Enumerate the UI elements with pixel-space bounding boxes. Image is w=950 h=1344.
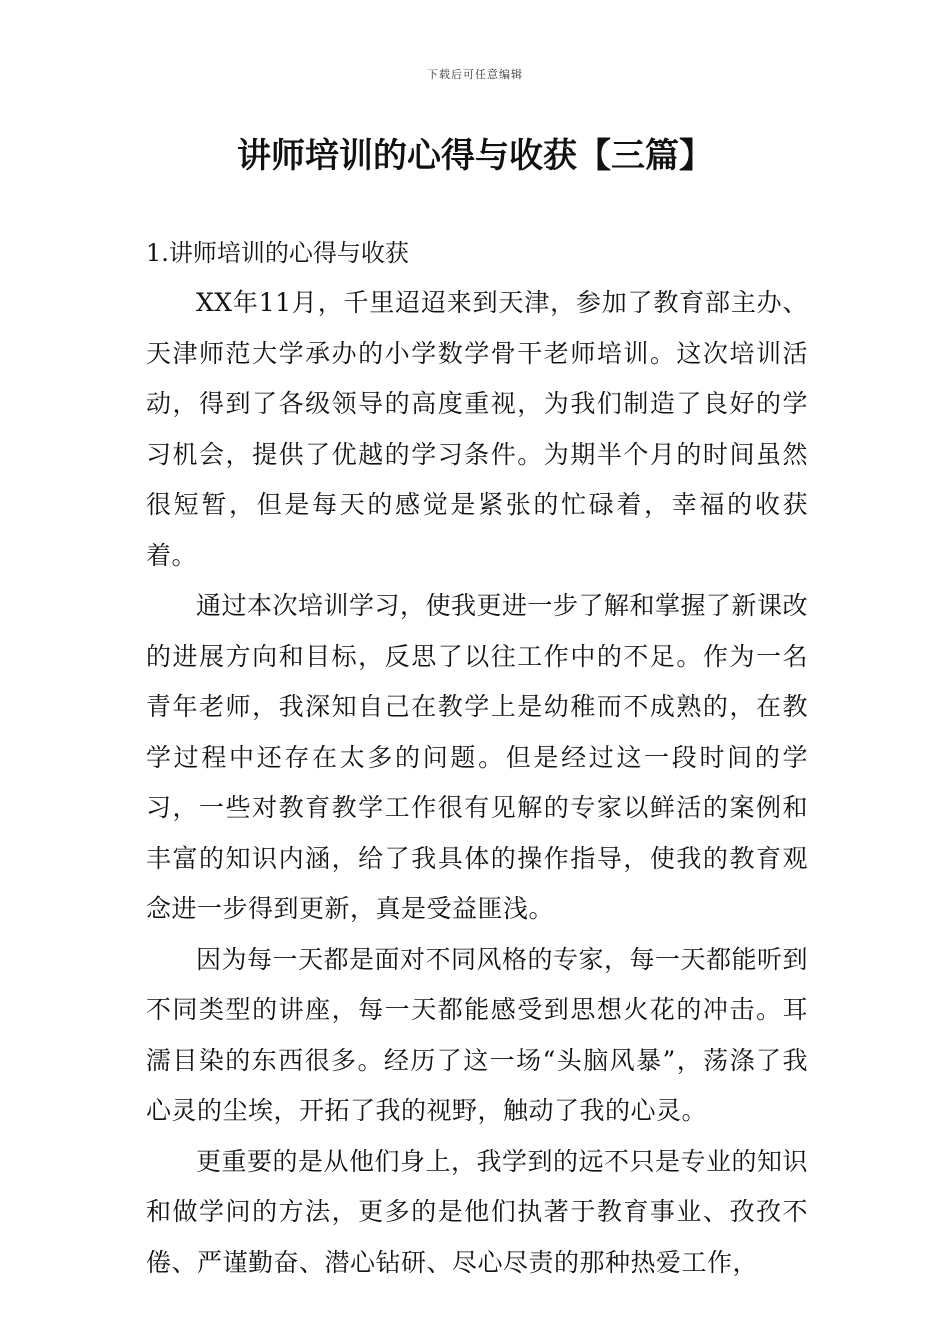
document-body [146, 228, 808, 1288]
section-heading: 1.讲师培训的心得与收获 [146, 239, 409, 267]
document-title: 讲师培训的心得与收获【三篇】 [237, 136, 713, 176]
paragraph-2: 通过本次培训学习，使我更进一步了解和掌握了新课改的进展方向和目标，反思了以往工作中的不足。作为一名青年老师，我深知自己在教学上是幼稚而不成熟的，在教学过程中还存在太多的问题。但是经过这一段时间的学习，一些对教育教学工作很有见解的专家以鲜活的案例和丰富的知识内涵，给了我具体的操作指导，使我的教育观念进一步得到更新，真是受益匪浅。 [146, 591, 809, 923]
paragraph-4: 更重要的是从他们身上，我学到的远不只是专业的知识和做学问的方法，更多的是他们执著于教育事业、孜孜不倦、严谨勤奋、潜心钻研、尽心尽责的那种热爱工作， [146, 1146, 809, 1277]
paragraph-3: 因为每一天都是面对不同风格的专家，每一天都能听到不同类型的讲座，每一天都能感受到思想火花的冲击。耳濡目染的东西很多。经历了这一场“头脑风暴”，荡涤了我心灵的尘埃，开拓了我的视野，触动了我的心灵。 [146, 944, 809, 1125]
paragraph-1: XX年11月，千里迢迢来到天津，参加了教育部主办、天津师范大学承办的小学数学骨干老师培训。这次培训活动，得到了各级领导的高度重视，为我们制造了良好的学习机会，提供了优越的学习条件。为期半个月的时间虽然很短暂，但是每天的感觉是紧张的忙碌着，幸福的收获着。 [146, 288, 808, 570]
header-note: 下载后可任意编辑 [427, 68, 523, 81]
